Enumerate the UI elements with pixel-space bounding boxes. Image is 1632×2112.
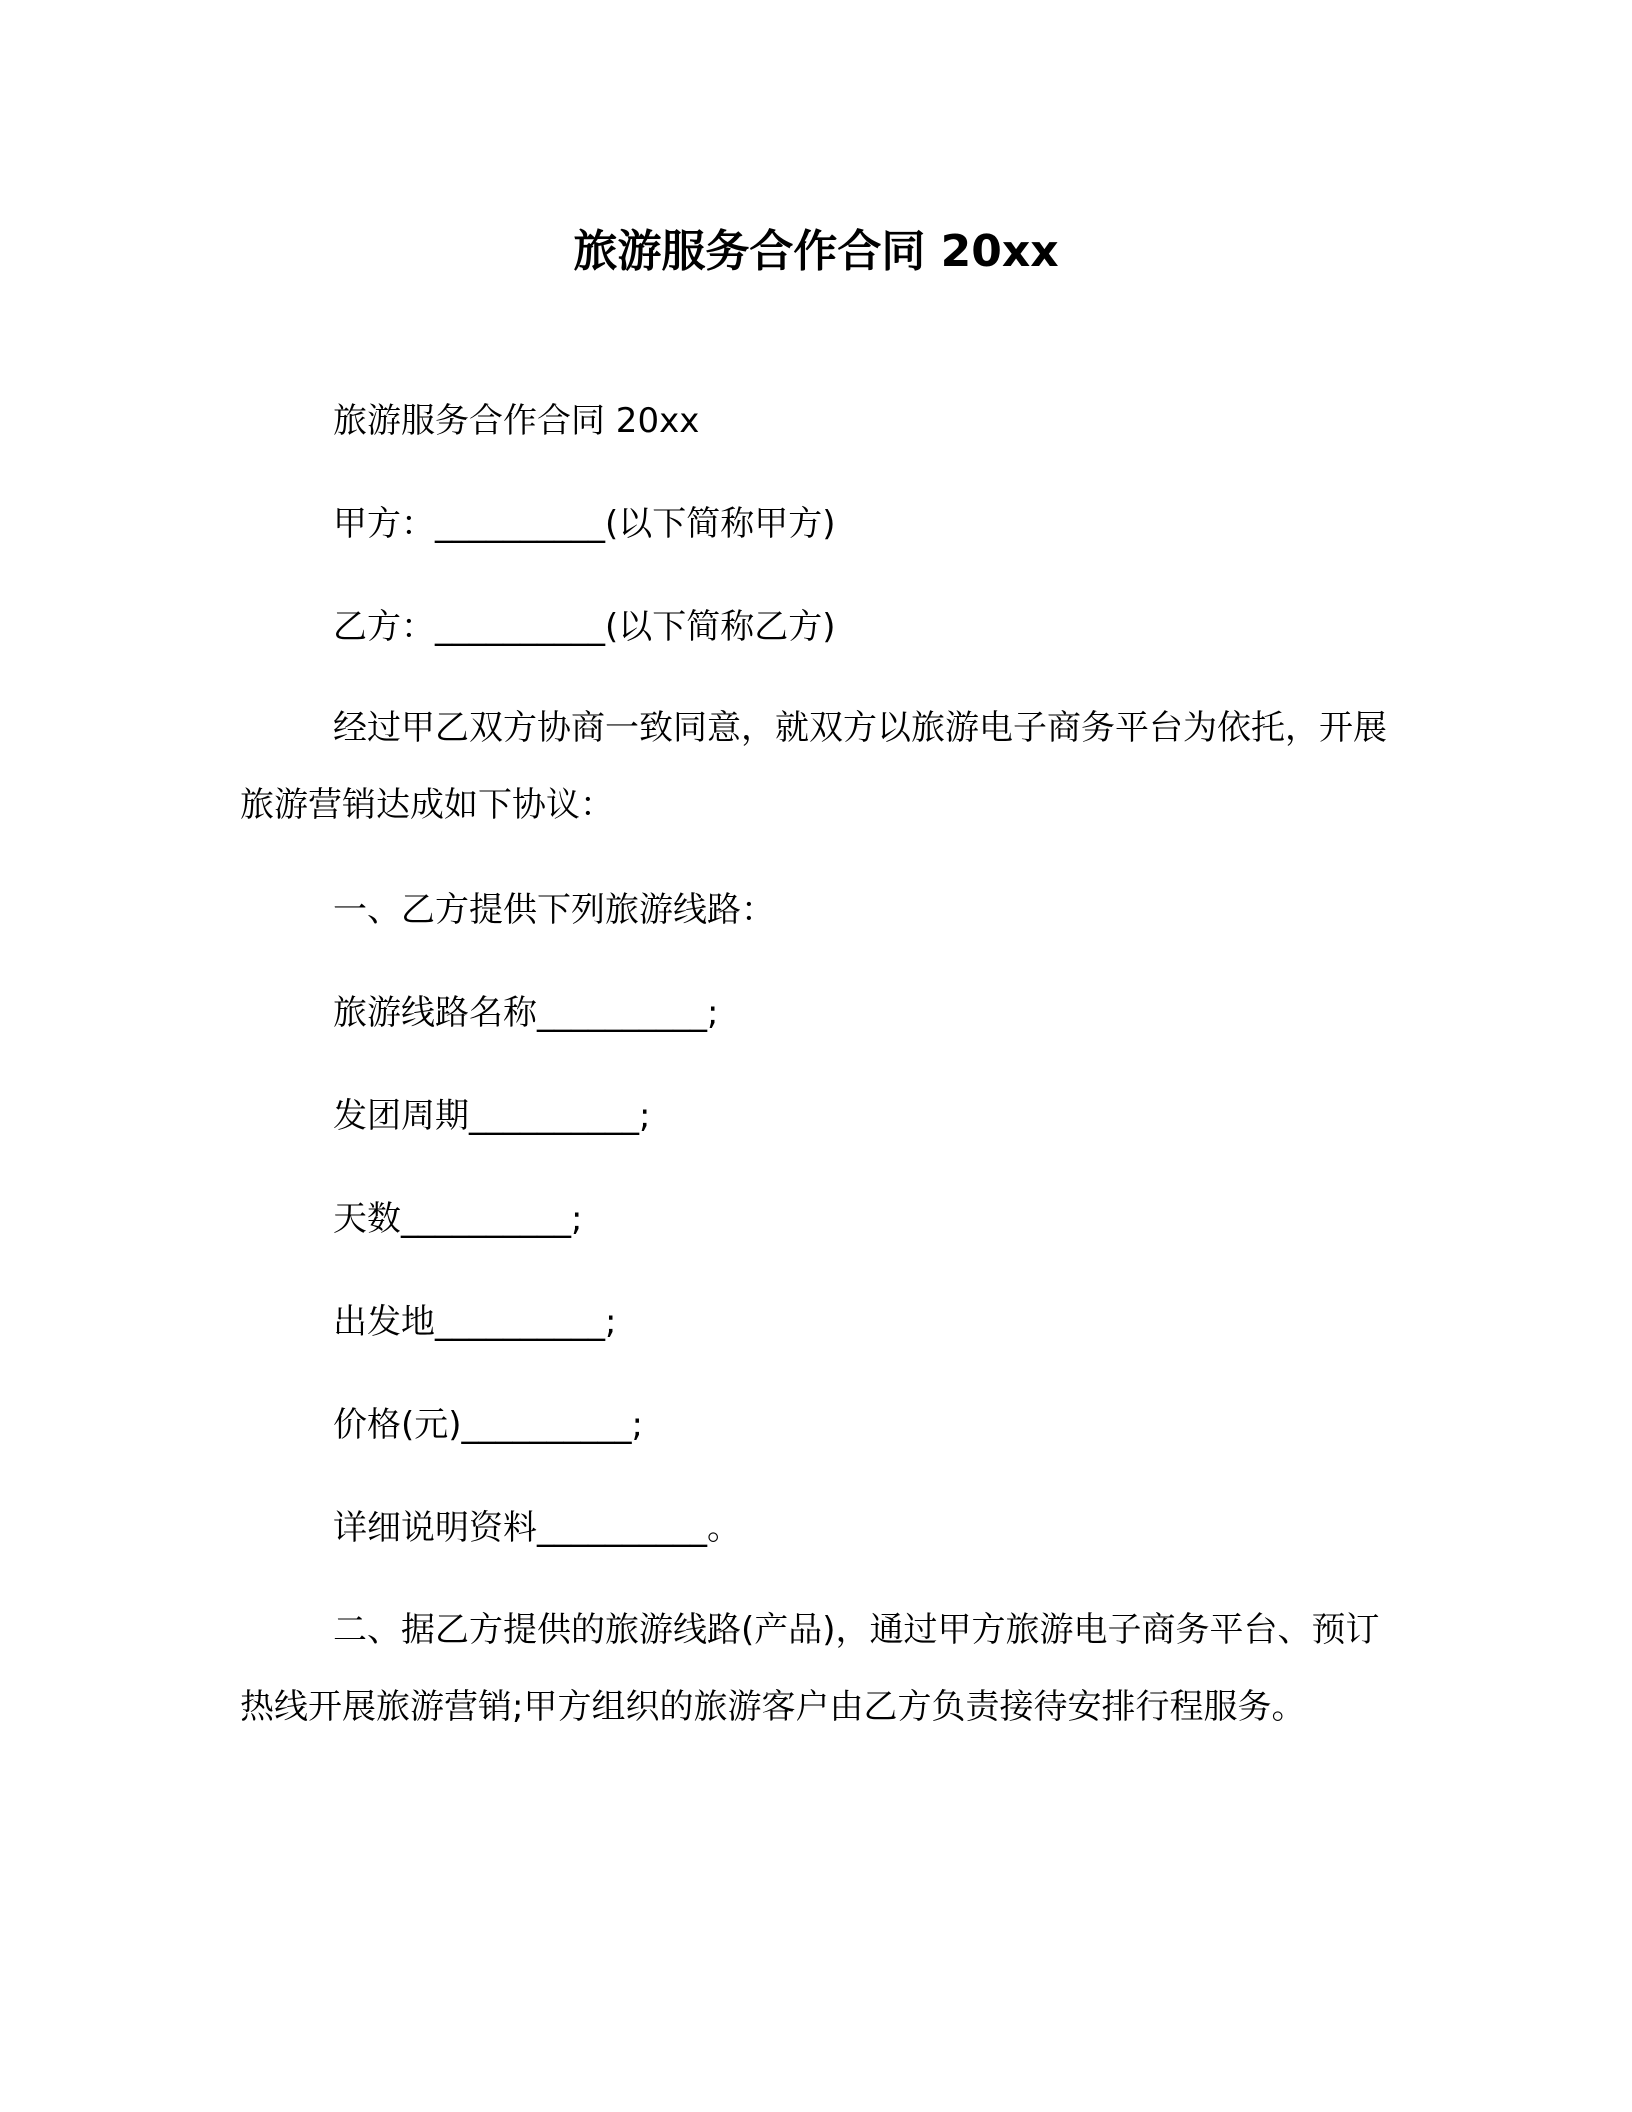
contract-name-line: 旅游服务合作合同 20xx (333, 401, 700, 441)
details-field: 详细说明资料__________。 (333, 1508, 741, 1548)
departure-cycle-field: 发团周期__________; (333, 1096, 651, 1136)
days-field: 天数__________; (333, 1199, 583, 1239)
party-a-line: 甲方：__________(以下简称甲方) (333, 504, 836, 544)
route-name-field: 旅游线路名称__________; (333, 993, 719, 1033)
price-field: 价格(元)__________; (333, 1405, 643, 1445)
departure-place-field: 出发地__________; (333, 1302, 617, 1342)
party-b-line: 乙方：__________(以下简称乙方) (333, 607, 836, 647)
intro-paragraph: 经过甲乙双方协商一致同意，就双方以旅游电子商务平台为依托，开展旅游营销达成如下协议： (240, 708, 1387, 825)
document-title: 旅游服务合作合同 20xx (573, 226, 1059, 277)
section-1-heading: 一、乙方提供下列旅游线路： (333, 890, 775, 930)
section-2-paragraph: 二、据乙方提供的旅游线路(产品)，通过甲方旅游电子商务平台、预订热线开展旅游营销;甲方组织的旅游客户由乙方负责接待安排行程服务。 (240, 1610, 1380, 1727)
